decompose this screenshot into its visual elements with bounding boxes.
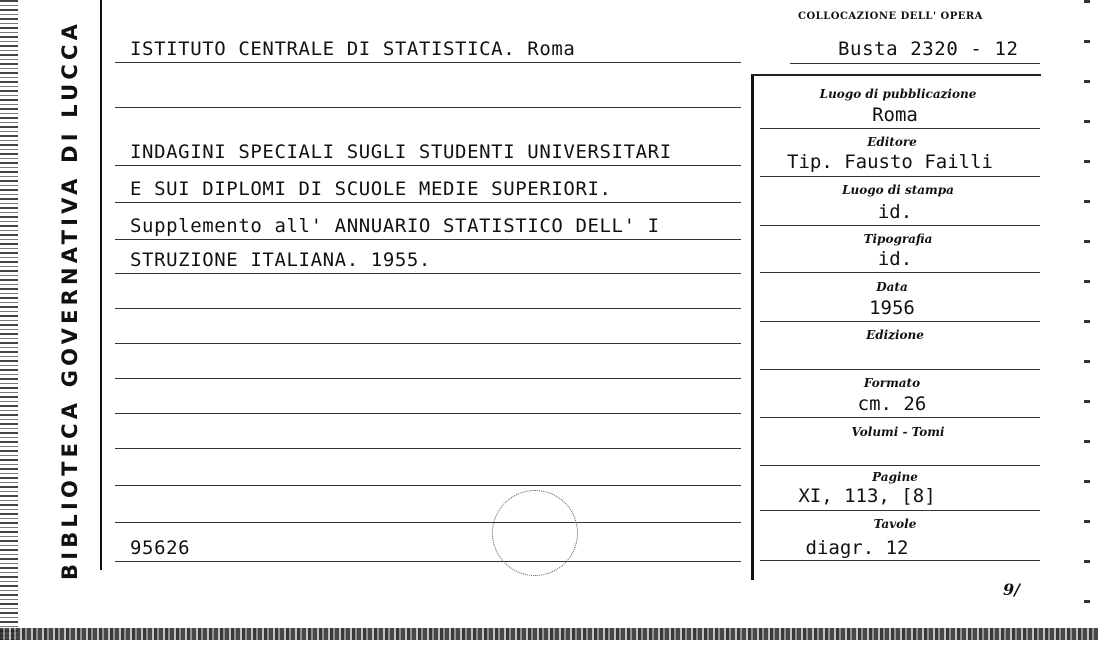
- label-editore: Editore: [867, 135, 917, 149]
- collocation-header: COLLOCAZIONE DELL' OPERA: [798, 11, 983, 22]
- value-formato: cm. 26: [857, 393, 927, 415]
- rule: [115, 343, 741, 344]
- shelfmark: Busta 2320 - 12: [838, 38, 1019, 60]
- rule: [115, 202, 741, 203]
- card-left-edge: [0, 0, 18, 640]
- title-line-2: E SUI DIPLOMI DI SCUOLE MEDIE SUPERIORI.: [130, 178, 612, 200]
- rule: [760, 560, 1040, 561]
- rule: [790, 63, 1040, 64]
- rule: [115, 239, 741, 240]
- card-bottom-edge: [0, 628, 1098, 640]
- label-edizione: Edizione: [866, 328, 924, 342]
- rule: [115, 413, 741, 414]
- library-side-label: BIBLIOTECA GOVERNATIVA DI LUCCA: [58, 19, 82, 580]
- panel-divider: [751, 75, 754, 580]
- rule: [760, 465, 1040, 466]
- title-line-1: INDAGINI SPECIALI SUGLI STUDENTI UNIVERSITARI: [130, 141, 672, 163]
- value-luogo-pubblicazione: Roma: [872, 104, 918, 126]
- label-luogo-pubblicazione: Luogo di pubblicazione: [819, 87, 977, 101]
- rule: [760, 321, 1040, 322]
- rule: [760, 369, 1040, 370]
- rule: [115, 107, 741, 108]
- rule: [760, 128, 1040, 129]
- scan-margin: [0, 640, 1098, 662]
- rule: [760, 225, 1040, 226]
- circular-stamp: [492, 490, 578, 576]
- label-luogo-stampa: Luogo di stampa: [842, 183, 954, 197]
- handwritten-mark: 9/: [1003, 580, 1020, 599]
- rule: [115, 448, 741, 449]
- author-line: ISTITUTO CENTRALE DI STATISTICA. Roma: [130, 38, 576, 60]
- panel-top-rule: [751, 74, 1041, 76]
- value-tipografia: id.: [877, 248, 913, 270]
- label-formato: Formato: [863, 376, 921, 390]
- label-pagine: Pagine: [872, 470, 918, 484]
- value-tavole: diagr. 12: [805, 537, 909, 559]
- label-data: Data: [876, 280, 908, 294]
- rule: [115, 273, 741, 274]
- rule: [115, 561, 741, 562]
- value-luogo-stampa: id.: [877, 201, 913, 223]
- card-right-edge: [1084, 0, 1090, 640]
- rule: [760, 510, 1040, 511]
- rule: [115, 378, 741, 379]
- value-editore: Tip. Fausto Failli: [787, 151, 993, 173]
- side-divider: [100, 0, 102, 570]
- label-tipografia: Tipografia: [863, 232, 933, 246]
- rule: [115, 522, 741, 523]
- rule: [760, 176, 1040, 177]
- rule: [115, 485, 741, 486]
- rule: [115, 62, 741, 63]
- title-line-4: STRUZIONE ITALIANA. 1955.: [130, 249, 431, 271]
- value-pagine: XI, 113, [8]: [798, 485, 936, 507]
- rule: [760, 417, 1040, 418]
- inventory-number: 95626: [130, 537, 191, 559]
- title-line-3: Supplemento all' ANNUARIO STATISTICO DELL' I: [130, 215, 660, 237]
- label-tavole: Tavole: [873, 517, 917, 531]
- rule: [760, 272, 1040, 273]
- label-volumi-tomi: Volumi - Tomi: [851, 425, 945, 439]
- rule: [115, 308, 741, 309]
- value-data: 1956: [869, 297, 915, 319]
- rule: [115, 165, 741, 166]
